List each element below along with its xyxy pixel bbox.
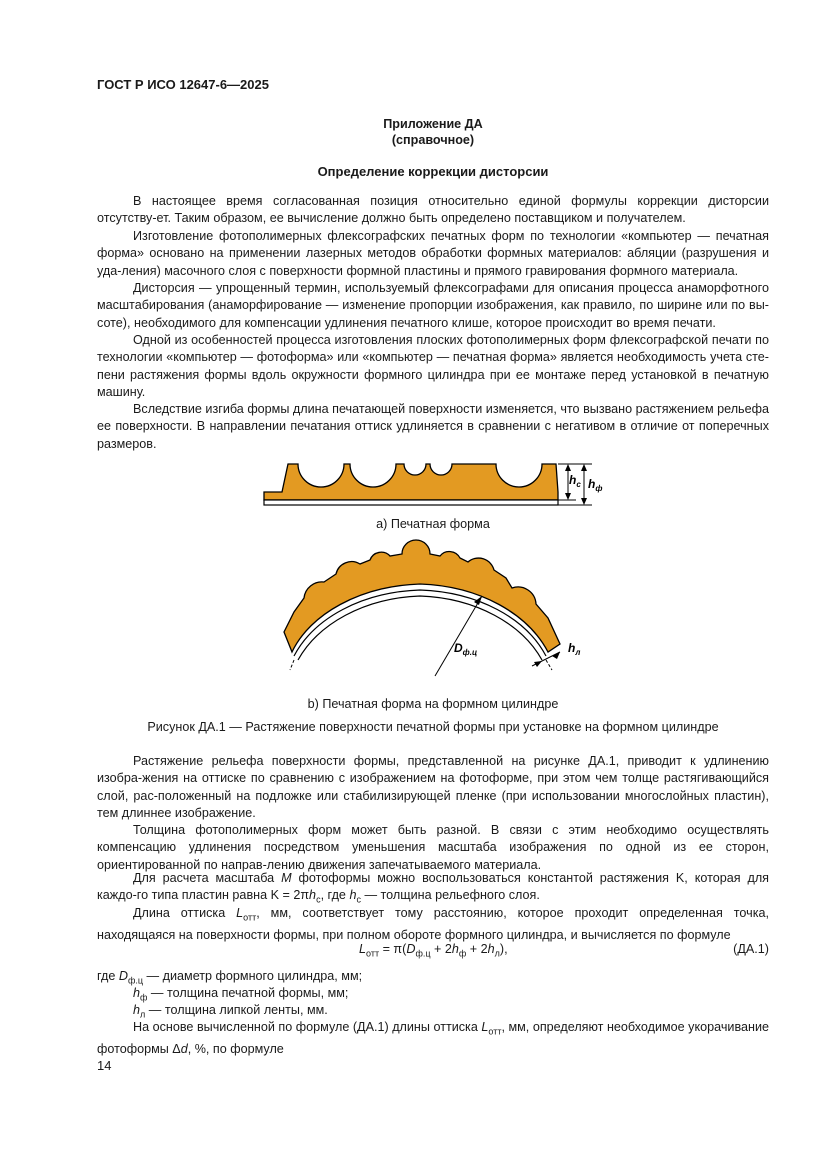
where-item-d: где $D_{ф.ц}$ — диаметр формного цилиндра, мм; bbox=[97, 969, 363, 986]
equation-number: (ДА.1) bbox=[733, 942, 769, 956]
equation-da1 bbox=[97, 942, 769, 962]
paragraph-3: Дисторсия — упрощенный термин, используемый флексографами для описания процесса анаморфотного масштабирования (анаморфирование — изменение пропорции изображения, как правило, по ширине или по вы-соте), необходимого для компенсации удлинения печатного клише, которое происходит во время печати. bbox=[97, 281, 769, 330]
label-hl: $h_л$ bbox=[568, 641, 581, 657]
paragraph-6: Растяжение рельефа поверхности формы, представленной на рисунке ДА.1, приводит к удлинению изобра-жения на оттиске по сравнению с изображением на фотоформе, при этом чем толще растягивающийся слой, рас-положенный на подложке или стабилизирующей пленке (при использовании многослойных пластин), тем длиннее изображение. bbox=[97, 754, 769, 820]
figure-a-flat-plate bbox=[258, 452, 603, 514]
backing-film bbox=[264, 500, 558, 505]
label-hf: $h_ф$ bbox=[588, 477, 603, 493]
label-hc: $h_с$ bbox=[569, 473, 581, 489]
figure-caption: Рисунок ДА.1 — Растяжение поверхности печатной формы при установке на формном цилиндре bbox=[147, 720, 719, 734]
annex-subtitle: (справочное) bbox=[391, 133, 475, 147]
standard-header: ГОСТ Р ИСО 12647-6—2025 bbox=[97, 77, 269, 92]
paragraph-4: Одной из особенностей процесса изготовления плоских фотополимерных форм флексографской печати по технологии «компьютер — фотоформа» или «компьютер — печатная форма» является необходимость учета сте-пени растяжения формы вдоль окружности формного цилиндра при ее монтаже перед установкой в печатную машину. bbox=[97, 333, 769, 399]
caption-b: b) Печатная форма на формном цилиндре bbox=[307, 697, 559, 711]
paragraph-2: Изготовление фотополимерных флексографских печатных форм по технологии «компьютер — печатная форма» основано на применении лазерных методов обработки формных материалов: абляции (разрушения и уда-ления) масочного слоя с поверхности формной пластины и прямого гравирования формного материала. bbox=[97, 229, 769, 278]
paragraph-9: Длина оттиска $L_{отт}$, мм, соответствует тому расстоянию, которое проходит определенная точка, находящаяся на поверхности формы, при полном обороте формного цилиндра, и вычисляется по формуле bbox=[97, 906, 769, 942]
where-item-hl: $h_л$ — толщина липкой ленты, мм. bbox=[133, 1003, 328, 1020]
caption-a: а) Печатная форма bbox=[376, 517, 490, 531]
paragraph-10: На основе вычисленной по формуле (ДА.1) длины оттиска $L_{отт}$, мм, определяют необходимое укорачивание фотоформы Δd, %, по формуле bbox=[97, 1020, 770, 1056]
page-number: 14 bbox=[97, 1058, 112, 1073]
paragraph-8: Для расчета масштаба M фотоформы можно воспользоваться константой растяжения K, которая для каждо-го типа пластин равна $K = 2\pi h_с$, где $h_с$ — толщина рельефного слоя. bbox=[97, 871, 769, 905]
equation-formula: $L_{отт} = \pi(D_{ф.ц} + 2h_ф + 2h_л)$, bbox=[359, 942, 508, 959]
plate-relief bbox=[264, 464, 558, 500]
paragraph-1: В настоящее время согласованная позиция относительно единой формулы коррекции дисторсии отсутству-ет. Таким образом, ее вычисление должно быть определено поставщиком и получателем. bbox=[97, 194, 769, 226]
where-item-hf: $h_ф$ — толщина печатной формы, мм; bbox=[133, 986, 349, 1003]
annex-title: Приложение ДА bbox=[383, 117, 483, 131]
paragraph-7: Толщина фотополимерных форм может быть разной. В связи с этим необходимо осуществлять компенсацию удлинения посредством уменьшения масштаба изображения по одной из ее сторон, ориентированной по направ-лению движения запечатываемого материала. bbox=[97, 823, 769, 872]
paragraph-5: Вследствие изгиба формы длина печатающей поверхности изменяется, что вызвано растяжением рельефа ее поверхности. В направлении печатания оттиск удлиняется в сравнении с негативом в отличие от поперечных размеров. bbox=[97, 402, 769, 451]
figure-b-plate-on-cylinder bbox=[270, 548, 600, 680]
annex-heading: Определение коррекции дисторсии bbox=[317, 164, 549, 179]
label-d: $D_{ф.ц}$ bbox=[454, 641, 478, 657]
